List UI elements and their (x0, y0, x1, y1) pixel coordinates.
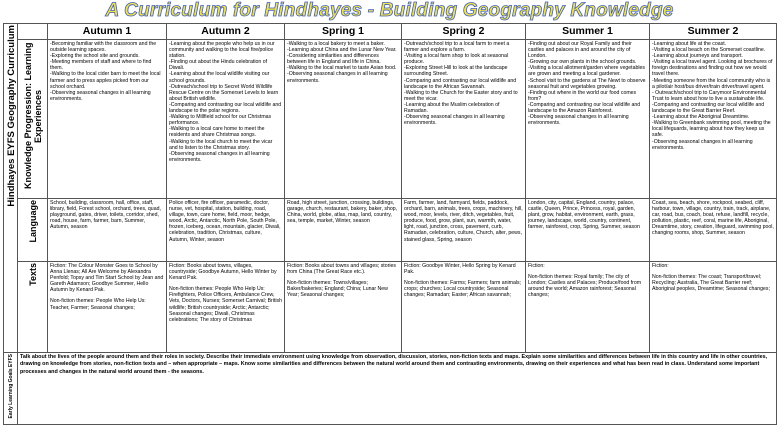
non-fiction-text: Non-fiction themes: People Who Help Us: Firefighters, Police Officers, Ambulance Crew, Vets, Doctors, Nurses; Somerset Carnival; British wildlife; British countryside; Arctic; Antarctic; Seasonal changes; Diwali, Christmas celebrations; The story of Christmas (169, 286, 283, 323)
knowledge-item: -Considering similarities and differences between life in England and life in China. (287, 53, 381, 66)
knowledge-item: -Comparing and contrasting our local wildlife and landscape to the polar regions. (169, 101, 282, 115)
fiction-text: Fiction: Goodbye Winter, Hello Spring by Kenard Pak. (404, 263, 516, 276)
knowledge-item: -Visiting a local farm shop to look at seasonal produce. (404, 53, 508, 66)
knowledge-item: -Exploring Street Hill to look at the landscape surrounding Street. (404, 65, 508, 78)
knowledge-cell (285, 40, 402, 199)
corner-cell (18, 24, 48, 40)
knowledge-item: -Observing seasonal changes in all learning environments. (652, 138, 753, 151)
knowledge-item: -Meeting someone from the local community who is a pilot/air host/bus driver/train driver/travel agent. (652, 77, 771, 90)
knowledge-item: -Comparing and contrasting our local wildlife and landscape to the Great Barrier Reef. (652, 101, 765, 115)
knowledge-item: -Learning about China and the Lunar New Year. (287, 47, 397, 54)
language-cell: Road, high street, junction, crossing, buildings, garage, church, restaurant, bakery, baker, shop, China, world, globe, atlas, map, land, country, sea, temple, market, Winter, season (285, 199, 402, 262)
texts-row (4, 262, 777, 353)
texts-cell (285, 262, 402, 353)
side-label: Hindhayes EYFS Geography Curriculum (6, 25, 17, 207)
knowledge-item: -Walking to a local care home to meet the residents and share Christmas songs. (169, 126, 265, 139)
knowledge-item: -Walking to the local cider barn to meet the local farmer and to press apples picked from our school orchard. (50, 71, 161, 90)
fiction-text: Fiction: Books about towns and villages; stories from China (The Great Race etc.). (287, 263, 396, 276)
term-header-spring-2: Spring 2 (402, 24, 526, 40)
knowledge-item: -Learning about the Muslim celebration of Ramadan. (404, 101, 500, 115)
knowledge-item: -Learning about life at the coast. (652, 41, 727, 47)
early-learning-label: Early Learning Goals EYFS (7, 354, 14, 419)
knowledge-item: -Learning about the Aboriginal Dreamtime. (652, 114, 750, 121)
knowledge-item: -Observing seasonal changes in all learning environments. (50, 89, 151, 102)
knowledge-item: -Observing seasonal changes in all learning environments. (287, 71, 388, 84)
texts-cell (48, 262, 167, 353)
knowledge-item: -Becoming familiar with the classroom and the outside learning spaces. (50, 41, 157, 54)
knowledge-item: -Visiting a local allotment/garden where vegetables are grown and meeting a local gardener. (528, 65, 645, 78)
knowledge-item: -Walking to Greenbank swimming pool, meeting the local lifeguards, learning about how they keep us safe. (652, 120, 771, 139)
row-label-knowledge: Knowledge Progression: Learning Experiences (22, 42, 43, 190)
non-fiction-text: Non-fiction themes: The coast; Transport/travel; Recycling; Australia, The Great Barrier reef; Aboriginal peoples, Dreamtime; Seasonal changes; (652, 274, 770, 293)
knowledge-item: -Growing our own plants in the school grounds. (528, 59, 637, 66)
knowledge-cell (48, 40, 167, 199)
knowledge-item: -Comparing and contrasting our local wildlife and landscape to the African Savannah. (404, 77, 517, 90)
curriculum-table (3, 23, 777, 425)
early-learning-goals-text: Talk about the lives of the people around them and their roles in society. Describe their immediate environment using knowledge from observation, discussion, stories, non-fiction texts and maps. Explain some similarities and differences between life in this country and life in other countries, drawing on knowledge from stories, non-fiction texts and – when appropriate – maps. Know some similarities and differences between the natural world around them and contrasting environments, drawing on their experiences and what has been read in class. Understand some important processes and changes in the natural world around them - the seasons. (18, 353, 777, 425)
knowledge-item: -Learning about journeys and transport. (652, 53, 743, 60)
non-fiction-text: Non-fiction themes: Royal family; The city of London; Castles and Palaces; Produce/food from around the world; Amazon rainforest; Seasonal changes; (528, 274, 642, 299)
term-header-autumn-2: Autumn 2 (167, 24, 285, 40)
knowledge-item: -Walking to the Church for the Easter story and to meet the vicar. (404, 89, 518, 102)
knowledge-item: -Exploring the school site and grounds. (50, 53, 140, 60)
knowledge-item: -School visit to the gardens at The Newt to observe seasonal fruit and vegetables growing. (528, 77, 646, 90)
knowledge-cell (526, 40, 650, 199)
term-header-autumn-1: Autumn 1 (48, 24, 167, 40)
language-cell: Police officer, fire officer, paramedic, doctor, nurse, vet, hospital, station, building, road, village, town, care home, field, moor, hedge, wood, Arctic, Antarctic, North Pole, South Pole, frozen, iceberg, ocean, mountain, glacier, Diwali, celebration, tradition, Christmas, culture, Autumn, Winter, season (167, 199, 285, 262)
knowledge-item: -Observing seasonal changes in all learning environments. (528, 114, 629, 127)
term-header-summer-1: Summer 1 (526, 24, 650, 40)
knowledge-item: -Outreach/school trip to a local farm to meet a farmer and explore a farm. (404, 41, 510, 54)
knowledge-item: -Observing seasonal changes in all learning environments. (404, 114, 505, 127)
knowledge-row (4, 40, 777, 199)
texts-cell (650, 262, 777, 353)
knowledge-item: -Finding out where in the world our food comes from? (528, 89, 637, 102)
language-row (4, 199, 777, 262)
language-cell: London, city, capital, England, country, palace, castle, Queen, Prince, Princess, royal, garden, plant, grow, habitat, environment, earth, grass, journey, landscape, world, country, continent, farmer, rainforest, crop, Spring, Summer, season (526, 199, 650, 262)
fiction-text: Fiction: The Colour Monster Goes to School by Anna Llenas; All Are Welcome by Alexandra Penfold; Topsy and Tim Start School by Jean and Gareth Adamson; Goodbye Summer, Hello Autumn by Kenard Pak. (50, 263, 164, 294)
fiction-text: Fiction: Books about towns, villages, countryside; Goodbye Autumn, Hello Winter by Kenard Pak. (169, 263, 277, 282)
non-fiction-text: Non-fiction themes: Farms; Farmers; farm animals; crops; churches; Local countryside; Seasonal changes; Ramadan; Easter; African savannah; (404, 280, 522, 299)
fiction-text: Fiction: (528, 263, 545, 269)
fiction-text: Fiction: (652, 263, 669, 269)
row-label-cell-language (18, 199, 48, 262)
knowledge-item: -Learning about the local wildlife visiting our school grounds. (169, 71, 270, 84)
knowledge-item: -Walking to a local bakery to meet a baker. (287, 41, 385, 47)
term-header-spring-1: Spring 1 (285, 24, 402, 40)
knowledge-item: -Walking to the local market to taste Asian food. (287, 65, 397, 72)
term-header-summer-2: Summer 2 (650, 24, 777, 40)
knowledge-cell (402, 40, 526, 199)
early-learning-label-cell (4, 353, 18, 425)
early-learning-row (4, 353, 777, 425)
side-label-cell (4, 24, 18, 353)
language-cell: Farm, farmer, land, farmyard, fields, paddock, orchard, barn, animals, trees, crops, machinery, hill, wood, moor, levels, river, ditch, vegetables, fruit, produce, food, grow, plant, sun, warmth, water, light, road, junction, cross, pavement, curb, Ramadan, celebration, culture, Church, alter, pews, stained glass, Spring, season (402, 199, 526, 262)
knowledge-item: -Outreach/school trip to Secret World Wildlife Rescue Centre on the Somerset Levels to learn about British wildlife. (169, 83, 279, 102)
knowledge-item: - Outreach/school trip to Carymoor Environmental Trust to learn about how to live a sustainable life. (652, 89, 767, 102)
language-cell: School, building, classroom, hall, office, staff, library, field, Forest school, orchard, trees, quad, playground, gates, driver, toilets, corridor, shed, road, house, farm, farmer, barn, Summer, Autumn, season (48, 199, 167, 262)
knowledge-item: -Walking to the local church to meet the vicar and to listen to the Christmas story. (169, 138, 273, 151)
knowledge-item: -Meeting members of staff and where to find them. (50, 59, 152, 72)
non-fiction-text: Non-fiction themes: People Who Help Us: Teacher, Farmer; Seasonal changes; (50, 298, 146, 311)
knowledge-item: -Finding out about the Hindu celebration of Diwali. (169, 59, 268, 72)
knowledge-item: -Visiting a local travel agent. Looking at brochures of foreign destinations and finding out how we would travel there. (652, 59, 773, 78)
knowledge-item: -Comparing and contrasting our local wildlife and landscape to the Amazon Rainforest. (528, 101, 641, 115)
knowledge-item: -Observing seasonal changes in all learning environments. (169, 150, 270, 163)
knowledge-cell (167, 40, 285, 199)
row-label-language: Language (27, 200, 38, 243)
language-cell: Coast, sea, beach, shore, rockpool, seabed, cliff, harbour, town, village, country, train, track, airplane, car, road, bus, coach, boat, refuse, landfill, recycle, pollution, plastic, reef, coral, marine life, Aboriginal, Dreamtime, story, creation, lifeguard, swimming pool, changing rooms, shop, Summer, season (650, 199, 777, 262)
texts-cell (526, 262, 650, 353)
non-fiction-text: Non-fiction themes: Towns/villages; Baker/bakeries; England; China; Lunar New Year; Seasonal changes; (287, 280, 388, 299)
row-label-texts: Texts (27, 263, 38, 286)
texts-cell (167, 262, 285, 353)
row-label-cell-knowledge (18, 40, 48, 199)
knowledge-cell (650, 40, 777, 199)
knowledge-item: -Finding out about our Royal Family and their castles and palaces in and around the city of London. (528, 41, 632, 60)
knowledge-item: -Visiting a local beach on the Somerset coastline. (652, 47, 766, 54)
knowledge-item: -Walking to Millfield school for our Christmas performance. (169, 114, 272, 127)
texts-cell (402, 262, 526, 353)
knowledge-item: -Learning about the people who help us in our community and walking to the local fire/police station. (169, 41, 275, 60)
page-title: A Curriculum for Hindhayes - Building Geography Knowledge (105, 0, 674, 21)
row-label-cell-texts (18, 262, 48, 353)
